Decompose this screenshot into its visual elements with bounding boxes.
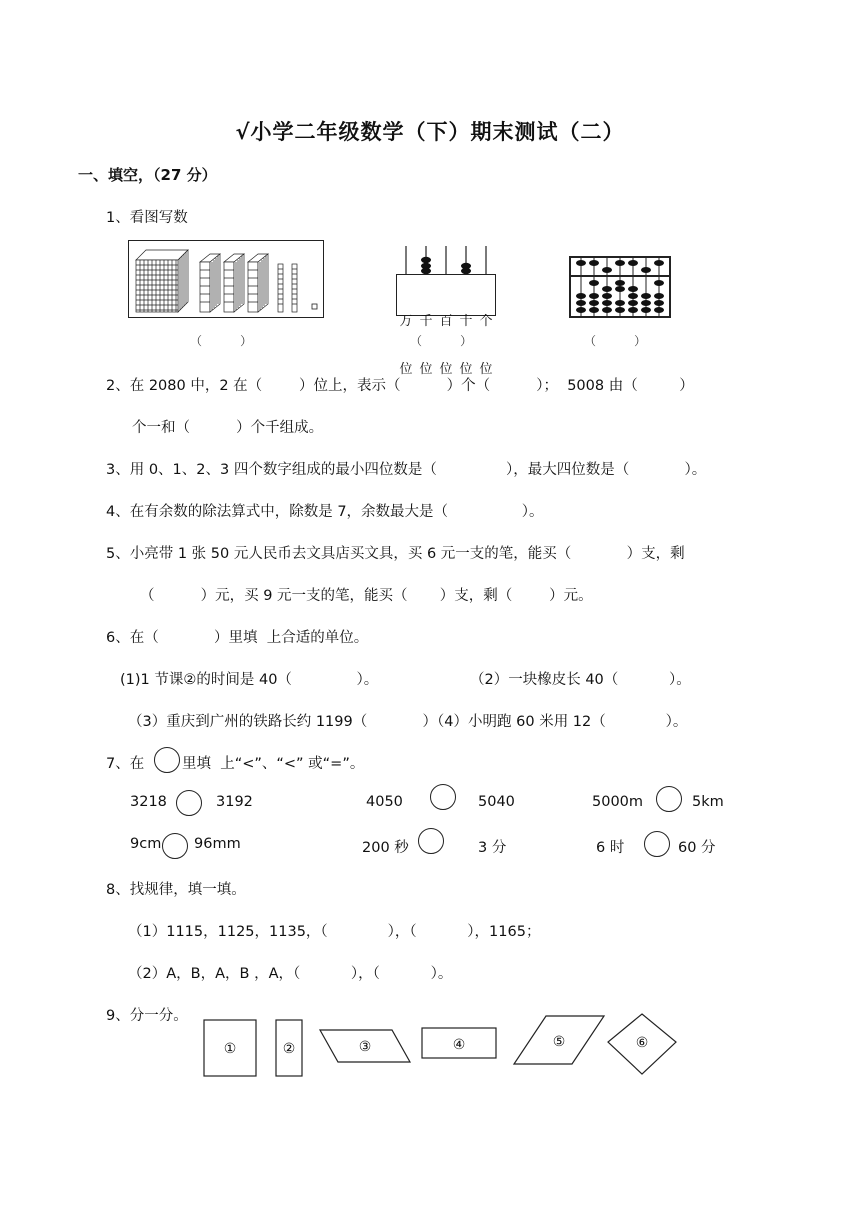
place-label: 位: [419, 362, 433, 377]
shape-label: ①: [223, 1041, 237, 1057]
compare-left: 6 时: [596, 840, 625, 856]
compare-right: 3 分: [478, 840, 507, 856]
q7-text-a: 7、在: [106, 756, 145, 772]
q2-line1: 2、在 2080 中，2 在（ ）位上，表示（ ）个（ ）； 5008 由（ ）: [106, 378, 694, 394]
compare-right: 5km: [692, 794, 724, 810]
q5-line2: （ ）元，买 9 元一支的笔，能买（ ）支，剩（ ）元。: [140, 588, 593, 604]
q6-line2a: (1)1 节课②的时间是 40（ ）。: [120, 672, 379, 688]
shapes-figure: [196, 1010, 686, 1082]
answer-circle-example: [154, 747, 180, 773]
page-title: √小学二年级数学（下）期末测试（二）: [235, 120, 625, 144]
q7-text-b: 里填 上“<”、“<” 或“=”。: [182, 756, 365, 772]
unit-cube: [312, 304, 317, 309]
q3-text: 3、用 0、1、2、3 四个数字组成的最小四位数是（ ），最大四位数是（ ）。: [106, 462, 707, 478]
place-label: 位: [479, 362, 493, 377]
compare-circle[interactable]: [656, 786, 682, 812]
compare-right: 96mm: [194, 836, 241, 852]
ten-rods: [278, 264, 297, 312]
place-label: 万: [399, 314, 413, 329]
shape-label: ③: [358, 1039, 372, 1055]
q2-line2: 个一和（ ）个千组成。: [132, 420, 324, 436]
compare-circle[interactable]: [176, 790, 202, 816]
q4-text: 4、在有余数的除法算式中，除数是 7，余数最大是（ ）。: [106, 504, 544, 520]
compare-circle[interactable]: [430, 784, 456, 810]
compare-right: 5040: [478, 794, 515, 810]
hundred-flats: [200, 254, 268, 312]
q1-answer-1: （ ）: [190, 334, 253, 348]
compare-left: 5000m: [592, 794, 644, 810]
place-label: 十: [459, 314, 473, 329]
q8-line2: （2）A，B，A，B ，A，（ ），（ ）。: [128, 966, 453, 982]
compare-circle[interactable]: [644, 831, 670, 857]
q8-line1: （1）1115，1125，1135，（ ），（ ），1165；: [128, 924, 541, 940]
q9-text: 9、分一分。: [106, 1008, 188, 1024]
compare-circle[interactable]: [162, 833, 188, 859]
q5-line1: 5、小亮带 1 张 50 元人民币去文具店买文具，买 6 元一支的笔，能买（ ）支，剩: [106, 546, 685, 562]
compare-left: 9cm: [130, 836, 162, 852]
q6-line2b: （2）一块橡皮长 40（ ）。: [470, 672, 691, 688]
suanpan-abacus-figure: [569, 256, 671, 318]
compare-left: 4050: [366, 794, 403, 810]
section-heading-fill-in: 一、填空，（27 分）: [78, 166, 217, 184]
place-label: 千: [419, 314, 433, 329]
place-label: 个: [479, 314, 493, 329]
shape-label: ②: [282, 1041, 296, 1057]
compare-circle[interactable]: [418, 828, 444, 854]
shape-label: ⑤: [552, 1034, 566, 1050]
compare-left: 200 秒: [362, 840, 409, 856]
place-label: 位: [439, 362, 453, 377]
q1-text: 1、看图写数: [106, 210, 188, 226]
q6-line1: 6、在（ ）里填 上合适的单位。: [106, 630, 369, 646]
base-ten-blocks-figure: [128, 240, 324, 318]
compare-right: 3192: [216, 794, 253, 810]
q6-line3: （3）重庆到广州的铁路长约 1199（ ）（4）小明跑 60 米用 12（ ）。: [128, 714, 688, 730]
shape-label: ④: [452, 1037, 466, 1053]
place-label: 位: [459, 362, 473, 377]
q1-answer-3: （ ）: [584, 334, 647, 348]
place-label: 位: [399, 362, 413, 377]
q8-text: 8、找规律，填一填。: [106, 882, 246, 898]
compare-right: 60 分: [678, 840, 716, 856]
q1-answer-2: （ ）: [410, 334, 473, 348]
compare-left: 3218: [130, 794, 167, 810]
shape-label: ⑥: [635, 1035, 649, 1051]
place-label: 百: [439, 314, 453, 329]
thousand-cube: [136, 250, 188, 312]
